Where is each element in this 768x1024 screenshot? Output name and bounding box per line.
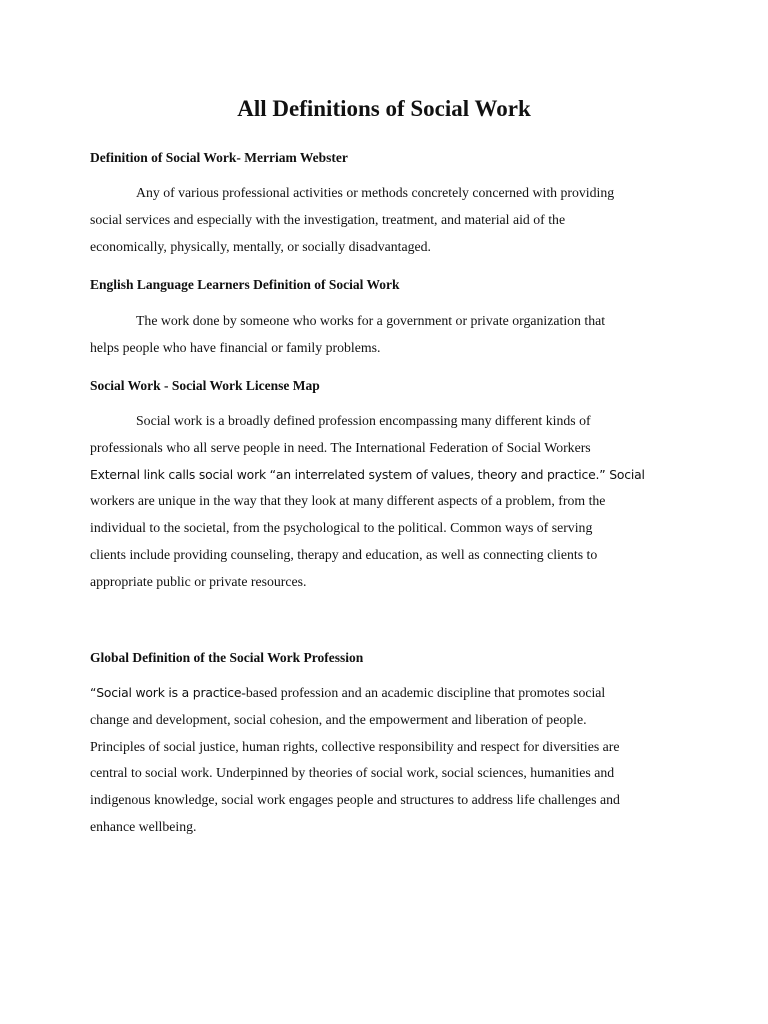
- paragraph-line: Principles of social justice, human rights, collective responsibility and respect for diversities are: [90, 738, 620, 754]
- paragraph-line: [90, 680, 620, 707]
- paragraph-line: clients include providing counseling, therapy and education, as well as connecting clients to: [90, 546, 598, 562]
- section-heading-global-definition: Global Definition of the Social Work Profession: [90, 650, 364, 665]
- paragraph-line: workers are unique in the way that they look at many different aspects of a problem, from the: [90, 493, 606, 509]
- quote-prefix: “Social work is a practice: [90, 685, 242, 700]
- paragraph-line: social services and especially with the investigation, treatment, and material aid of the: [90, 211, 566, 227]
- paragraph-line: appropriate public or private resources.: [90, 573, 307, 589]
- paragraph-line: External link calls social work “an interrelated system of values, theory and practice.” Social: [90, 466, 645, 482]
- quote-rest: -based profession and an academic discipline that promotes social: [241, 685, 606, 700]
- section-body-global-definition: [90, 680, 620, 841]
- section-body-merriam-webster: [90, 180, 614, 260]
- paragraph-line: economically, physically, mentally, or socially disadvantaged.: [90, 238, 431, 254]
- paragraph-line: The work done by someone who works for a government or private organization that: [136, 313, 606, 328]
- paragraph-line: central to social work. Underpinned by theories of social work, social sciences, humanities and: [90, 765, 615, 781]
- section-body-license-map: [90, 408, 645, 596]
- section-heading-license-map: Social Work - Social Work License Map: [90, 378, 320, 393]
- paragraph-line: individual to the societal, from the psychological to the political. Common ways of serving: [90, 520, 593, 536]
- paragraph-line: indigenous knowledge, social work engages people and structures to address life challenges and: [90, 792, 620, 808]
- paragraph-line: Any of various professional activities or methods concretely concerned with providing: [136, 185, 615, 200]
- paragraph-line: enhance wellbeing.: [90, 818, 197, 834]
- paragraph-line: professionals who all serve people in need. The International Federation of Social Workers: [90, 439, 591, 455]
- paragraph-line: change and development, social cohesion, and the empowerment and liberation of people.: [90, 711, 587, 727]
- page-title: All Definitions of Social Work: [237, 96, 531, 121]
- paragraph-line: helps people who have financial or family problems.: [90, 339, 381, 355]
- section-body-english-learners: [90, 308, 605, 362]
- paragraph-line: Social work is a broadly defined profession encompassing many different kinds of: [136, 413, 591, 428]
- section-heading-merriam-webster: Definition of Social Work- Merriam Webster: [90, 150, 348, 165]
- section-heading-english-learners: English Language Learners Definition of Social Work: [90, 277, 400, 292]
